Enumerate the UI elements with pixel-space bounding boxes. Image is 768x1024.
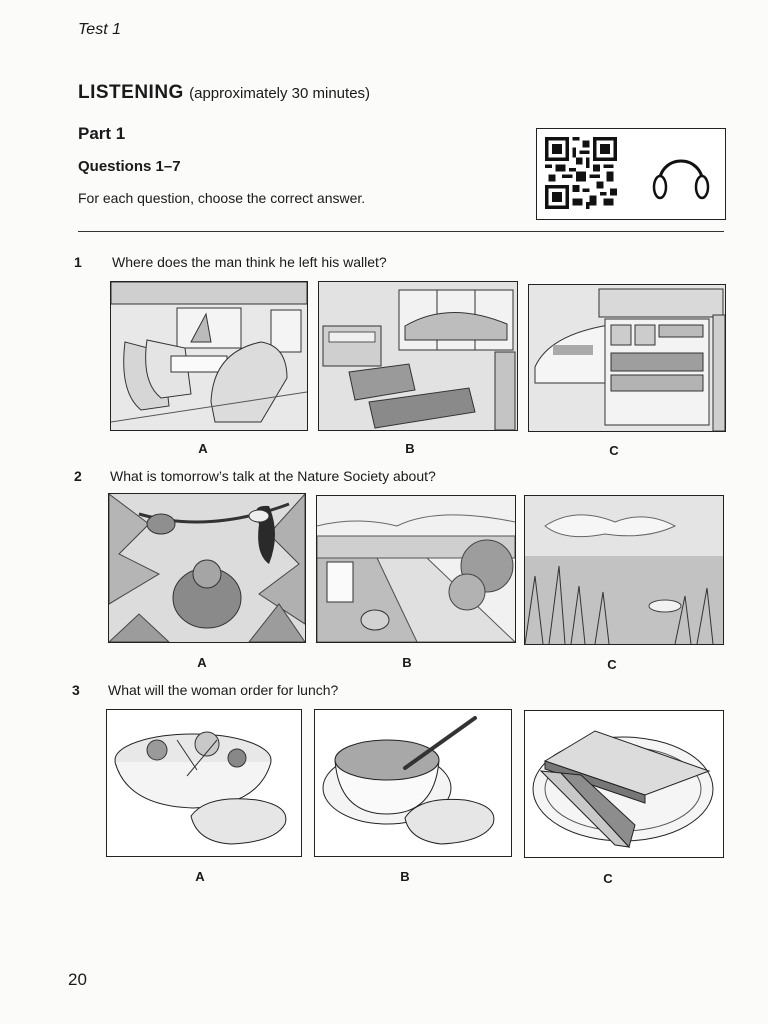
page-number: 20 — [68, 970, 87, 989]
headphones-icon — [649, 145, 713, 205]
option-label-c[interactable]: C — [609, 443, 619, 458]
test-label: Test 1 — [78, 21, 121, 38]
question-number: 1 — [74, 254, 82, 270]
option-image-garden-path[interactable] — [316, 495, 516, 643]
option-image-soup[interactable] — [314, 709, 512, 857]
audio-box — [536, 128, 726, 220]
option-label-b[interactable]: B — [405, 441, 415, 456]
part-title: Part 1 — [78, 124, 126, 143]
option-image-waiting-room[interactable] — [318, 281, 518, 431]
question-text: What is tomorrow’s talk at the Nature Society about? — [110, 468, 436, 484]
section-heading — [78, 82, 370, 104]
option-image-sandwich[interactable] — [524, 710, 724, 858]
question-text: Where does the man think he left his wallet? — [112, 254, 387, 270]
divider — [78, 231, 724, 232]
question-number: 2 — [74, 468, 82, 484]
question-range: Questions 1–7 — [78, 158, 181, 175]
option-image-kiosk[interactable] — [528, 284, 726, 432]
option-label-c[interactable]: C — [603, 871, 613, 886]
question-number: 3 — [72, 682, 80, 698]
question-text: What will the woman order for lunch? — [108, 682, 339, 698]
section-subtitle: (approximately 30 minutes) — [189, 85, 371, 102]
option-label-a[interactable]: A — [198, 441, 208, 456]
instructions: For each question, choose the correct answer. — [78, 190, 366, 206]
option-label-c[interactable]: C — [607, 657, 617, 672]
qr-code-icon[interactable] — [545, 137, 617, 209]
option-image-rainforest[interactable] — [108, 493, 306, 643]
option-image-salad[interactable] — [106, 709, 302, 857]
option-label-b[interactable]: B — [402, 655, 412, 670]
option-label-a[interactable]: A — [195, 869, 205, 884]
option-image-train-carriage[interactable] — [110, 281, 308, 431]
option-label-b[interactable]: B — [400, 869, 410, 884]
option-image-lake[interactable] — [524, 495, 724, 645]
section-title: LISTENING — [78, 82, 184, 103]
option-label-a[interactable]: A — [197, 655, 207, 670]
